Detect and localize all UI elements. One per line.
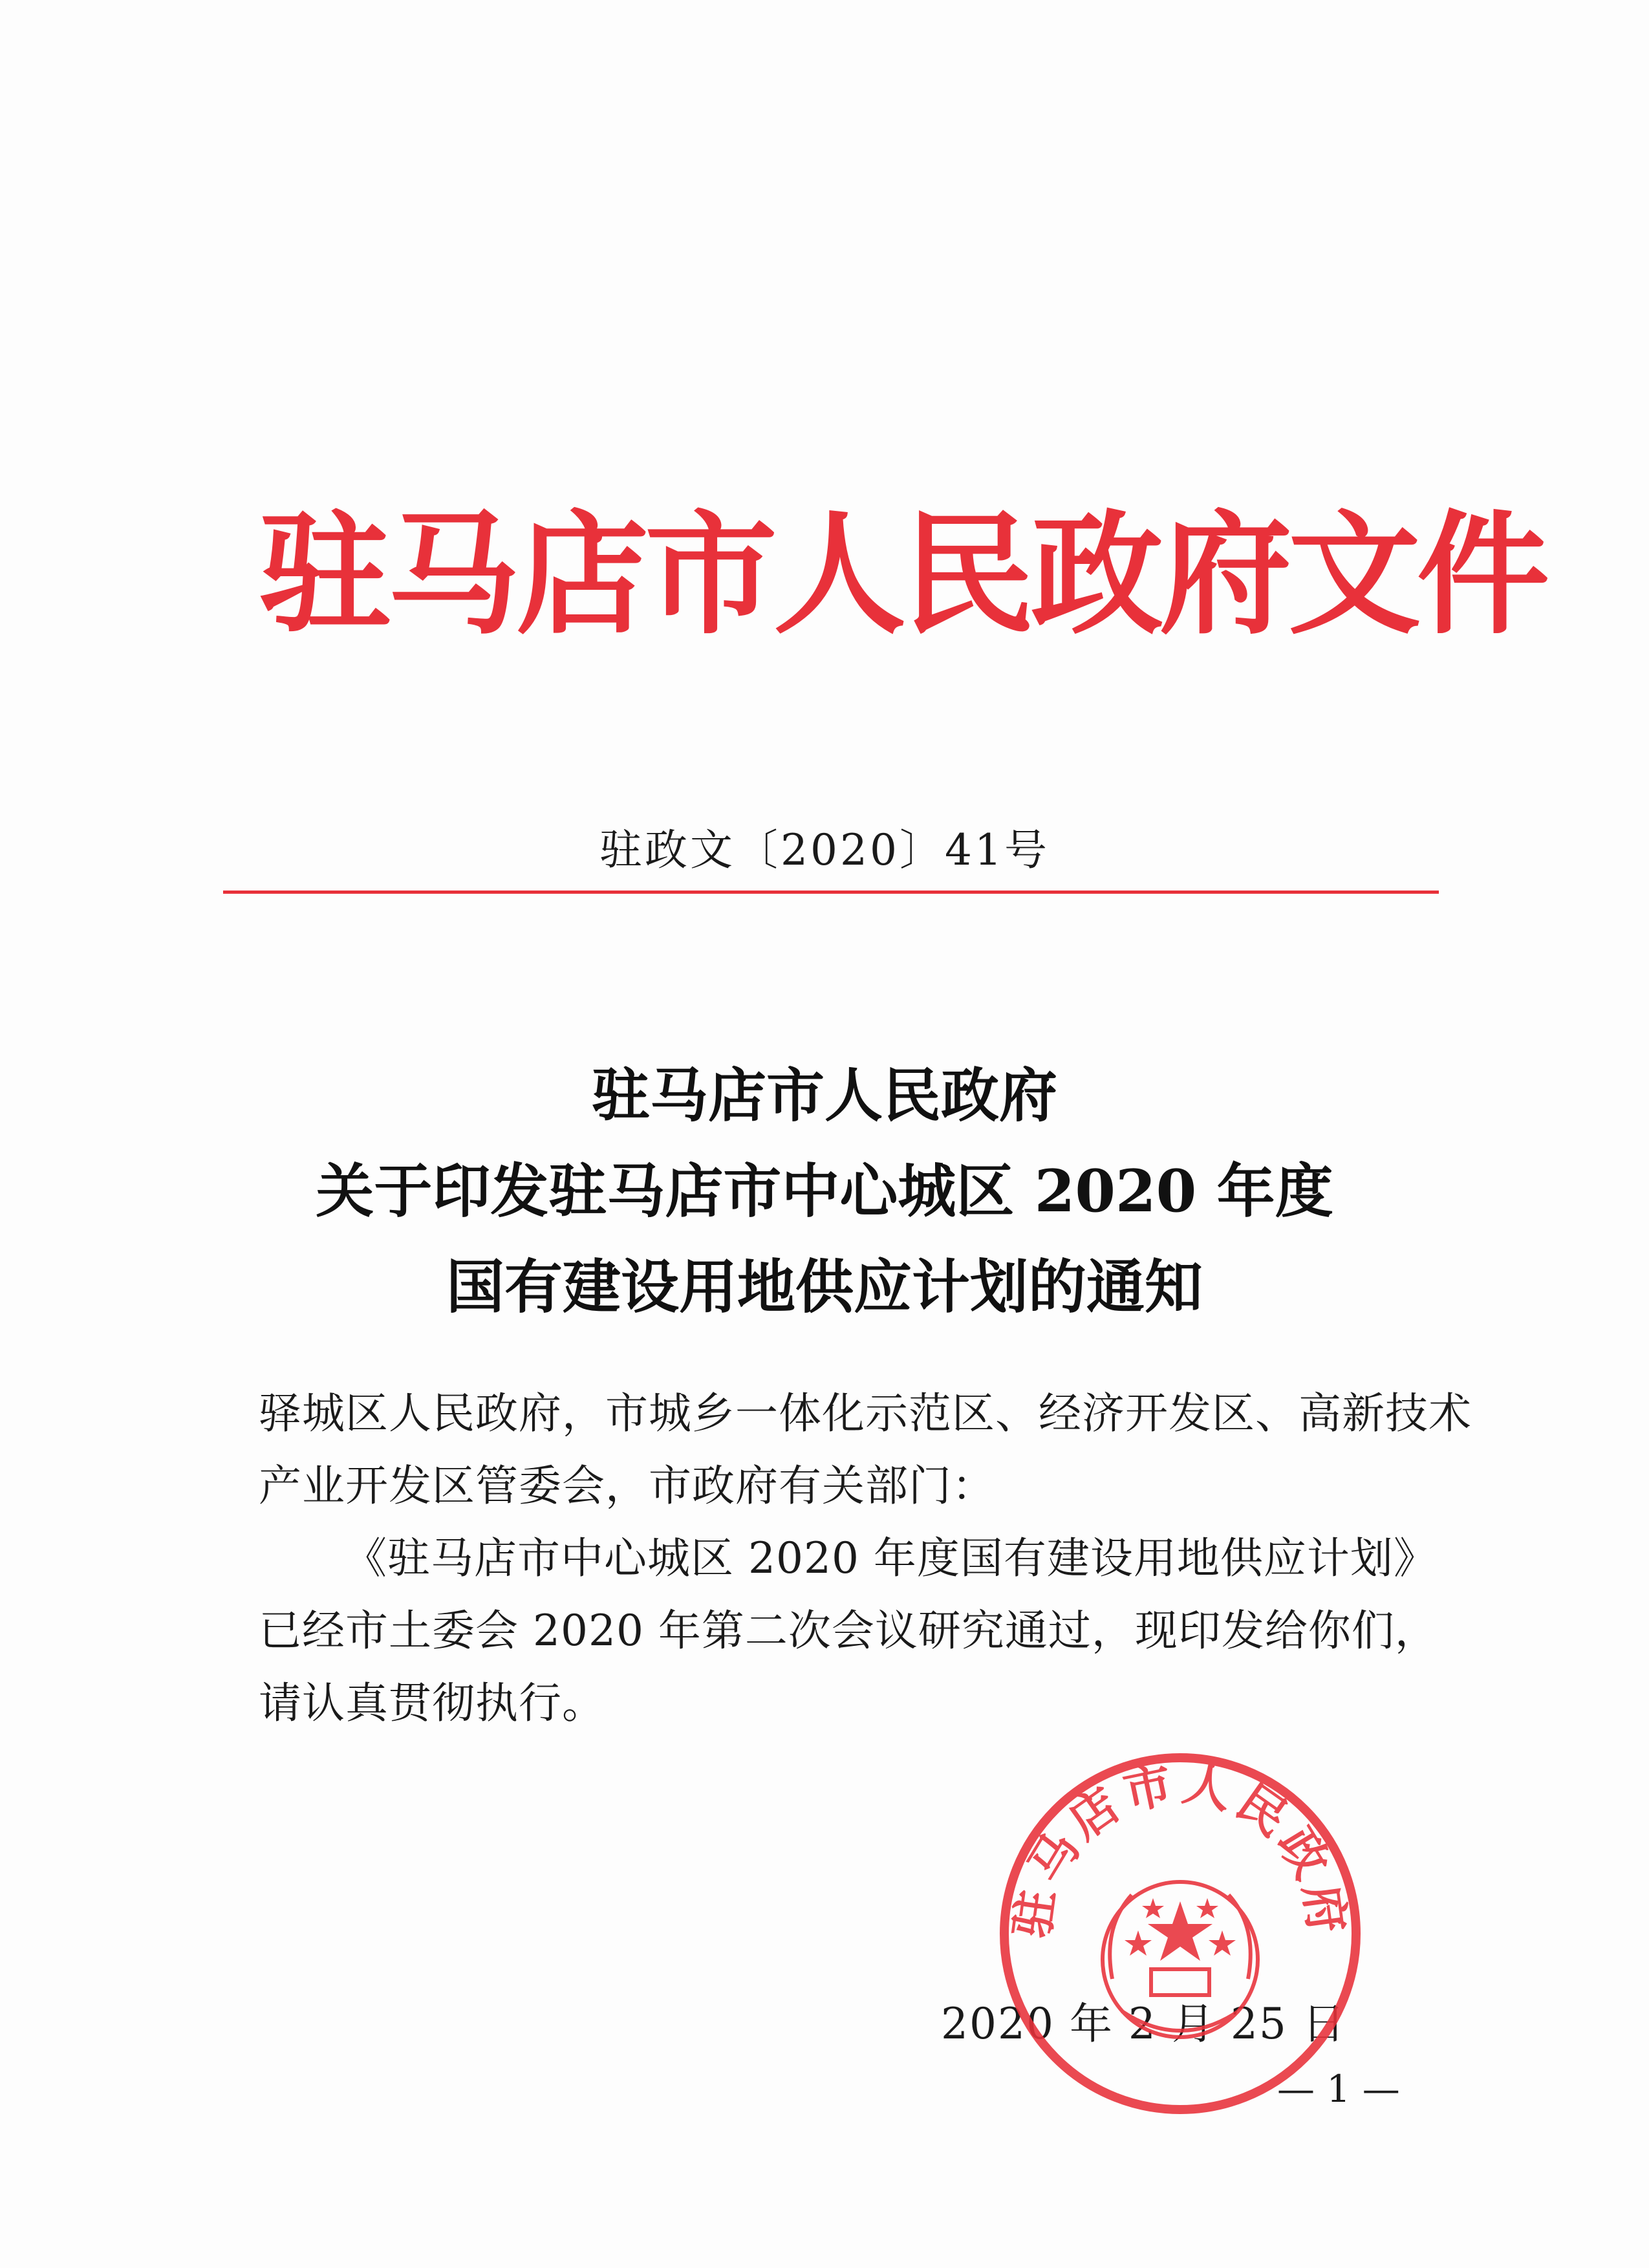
document-number: 驻政文〔2020〕41号: [599, 825, 1050, 875]
document-title: [0, 1048, 1649, 1335]
page-number: — 1 —: [1277, 2067, 1400, 2111]
issue-date: 2020 年 2 月 25 日: [941, 1999, 1346, 2049]
main-paragraph: 《驻马店市中心城区 2020 年度国有建设用地供应计划》已经市土委会 2020 年第二次会议研究通过，现印发给你们，请认真贯彻执行。: [259, 1533, 1438, 1728]
title-line-3: 国有建设用地供应计划的通知: [446, 1253, 1203, 1321]
svg-text:驻马店市人民政府: 驻马店市人民政府: [1004, 1755, 1356, 1941]
title-line-2: 关于印发驻马店市中心城区 2020 年度: [316, 1157, 1333, 1226]
document-masthead: 驻马店市人民政府文件: [259, 499, 1546, 653]
title-line-1: 驻马店市人民政府: [592, 1061, 1057, 1130]
red-divider-rule: [223, 891, 1439, 894]
document-body: [259, 1377, 1474, 1740]
addressee-paragraph: 驿城区人民政府，市城乡一体化示范区、经济开发区、高新技术产业开发区管委会，市政府有关部门：: [259, 1388, 1472, 1511]
